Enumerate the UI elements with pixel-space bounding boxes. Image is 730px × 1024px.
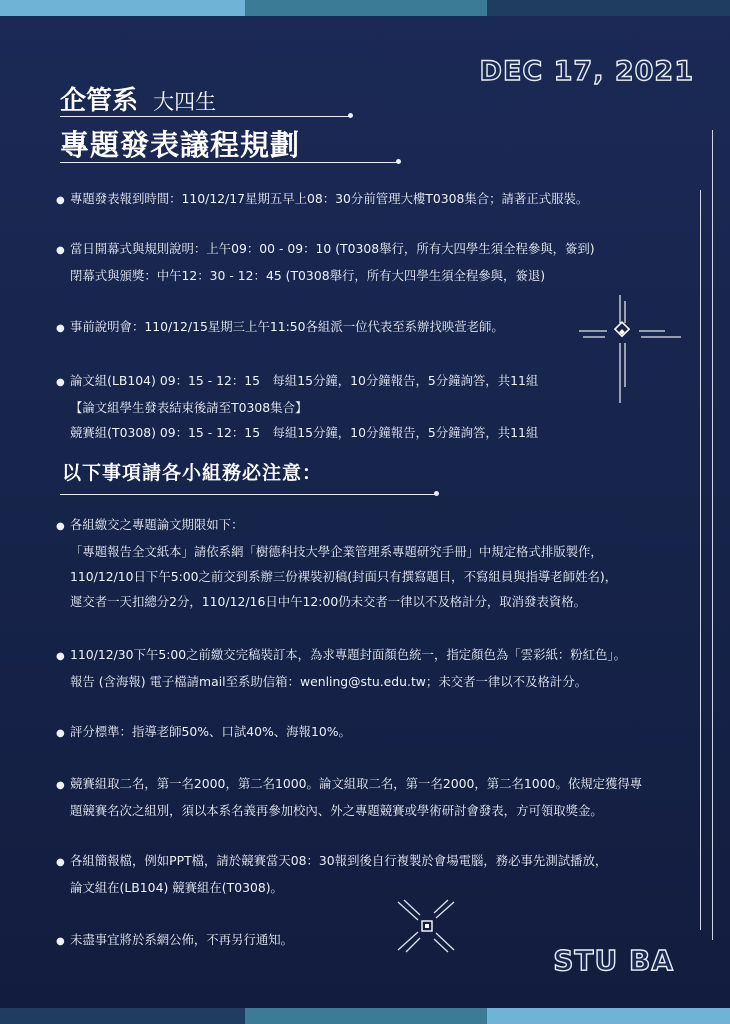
award-line-2: 題競賽名次之組別，須以本系名義再參加校內、外之專題競賽或學術研討會發表，方可領取獎金。 (70, 803, 603, 818)
final-submission-item (56, 642, 626, 694)
bullet-icon: ● (56, 323, 65, 334)
right-border-line-inner (700, 190, 701, 930)
x-ornament-icon (396, 898, 458, 954)
poster-title: 專題發表議程規劃 (60, 128, 301, 162)
misc-item (56, 927, 293, 954)
bullet-icon: ● (56, 377, 65, 388)
grading-item (56, 719, 351, 746)
notice-divider (60, 494, 436, 495)
bullet-icon: ● (56, 651, 65, 662)
grade-label: 大四生 (153, 90, 217, 114)
thesis-note-text: 【論文組學生發表結束後請至T0308集合】 (70, 400, 308, 415)
briefing-item (56, 314, 504, 341)
title-divider-1 (60, 116, 350, 117)
deadline-line-1: 「專題報告全文紙本」請依系網「樹德科技大學企業管理系專題研究手冊」中規定格式排版製作， (70, 544, 603, 559)
top-bar-dark (487, 0, 730, 16)
bullet-icon: ● (56, 936, 65, 947)
ppt-line-1: 各組簡報檔，例如PPT檔，請於競賽當天08：30報到後自行複製於會場電腦，務必事先測試播放， (70, 853, 608, 868)
ppt-line-2: 論文組在(LB104) 競賽組在(T0308)。 (70, 880, 283, 895)
bottom-bar-light (487, 1008, 730, 1024)
deadline-line-3: 遲交者一天扣總分2分，110/12/16日中午12:00仍未交者一律以不及格計分，取消發表資格。 (70, 594, 587, 609)
checkin-item (56, 186, 588, 213)
bullet-icon: ● (56, 857, 65, 868)
top-bar-light (0, 0, 245, 16)
bullet-icon: ● (56, 195, 65, 206)
final-line-2: 報告 (含海報) 電子檔請mail至系助信箱：wenling@stu.edu.tw；未交者一律以不及格計分。 (70, 674, 588, 689)
bullet-icon: ● (56, 521, 65, 532)
deadline-item (56, 512, 617, 614)
award-item (56, 771, 642, 823)
opening-text: 當日開幕式與規則說明：上午09：00 - 09：10 (T0308舉行，所有大四學生須全程參與，簽到) (70, 241, 595, 256)
final-line-1: 110/12/30下午5:00之前繳交完稿裝訂本，為求專題封面顏色統一，指定顏色為「雲彩紙：粉紅色」。 (70, 647, 626, 662)
checkin-text: 專題發表報到時間：110/12/17星期五早上08：30分前管理大樓T0308集合；請著正式服裝。 (70, 191, 589, 206)
ceremony-item (56, 236, 595, 288)
thesis-session-text: 論文組(LB104) 09：15 - 12：15 每組15分鐘，10分鐘報告，5分鐘詢答，共11組 (70, 373, 539, 388)
right-border-line (712, 130, 713, 940)
contest-session-text: 競賽組(T0308) 09：15 - 12：15 每組15分鐘，10分鐘報告，5分鐘詢答，共11組 (70, 425, 539, 440)
misc-text: 未盡事宜將於系網公佈，不再另行通知。 (70, 932, 294, 947)
bullet-icon: ● (56, 728, 65, 739)
title-divider-2 (60, 162, 398, 163)
deadline-intro: 各組繳交之專題論文期限如下： (70, 517, 244, 532)
deadline-line-2: 110/12/10日下午5:00之前交到系辦三份裸裝初稿(封面只有撰寫題目，不寫組員與指導老師姓名)， (70, 569, 618, 584)
sessions-item (56, 368, 538, 445)
presentation-file-item (56, 848, 607, 900)
bullet-icon: ● (56, 780, 65, 791)
award-line-1: 競賽組取二名，第一名2000，第二名1000。論文組取二名，第一名2000，第二名1000。依規定獲得專 (70, 776, 643, 791)
bottom-bar-mid (245, 1008, 487, 1024)
department-name: 企管系 (60, 86, 139, 116)
top-bar-mid (245, 0, 487, 16)
notice-heading: 以下事項請各小組務必注意： (62, 462, 323, 484)
bullet-icon: ● (56, 245, 65, 256)
briefing-text: 事前說明會：110/12/15星期三上午11:50各組派一位代表至系辦找映萱老師。 (70, 319, 504, 334)
department-line (60, 80, 216, 117)
event-date: DEC 17, 2021 (479, 56, 694, 87)
diamond-ornament-icon (575, 295, 685, 405)
grading-text: 評分標準：指導老師50%、口試40%、海報10%。 (70, 724, 351, 739)
bottom-bar-dark (0, 1008, 245, 1024)
department-logo-text: STU BA (553, 944, 674, 977)
closing-text: 閉幕式與頒獎：中午12：30 - 12：45 (T0308舉行，所有大四學生須全程參與，簽退) (70, 268, 546, 283)
